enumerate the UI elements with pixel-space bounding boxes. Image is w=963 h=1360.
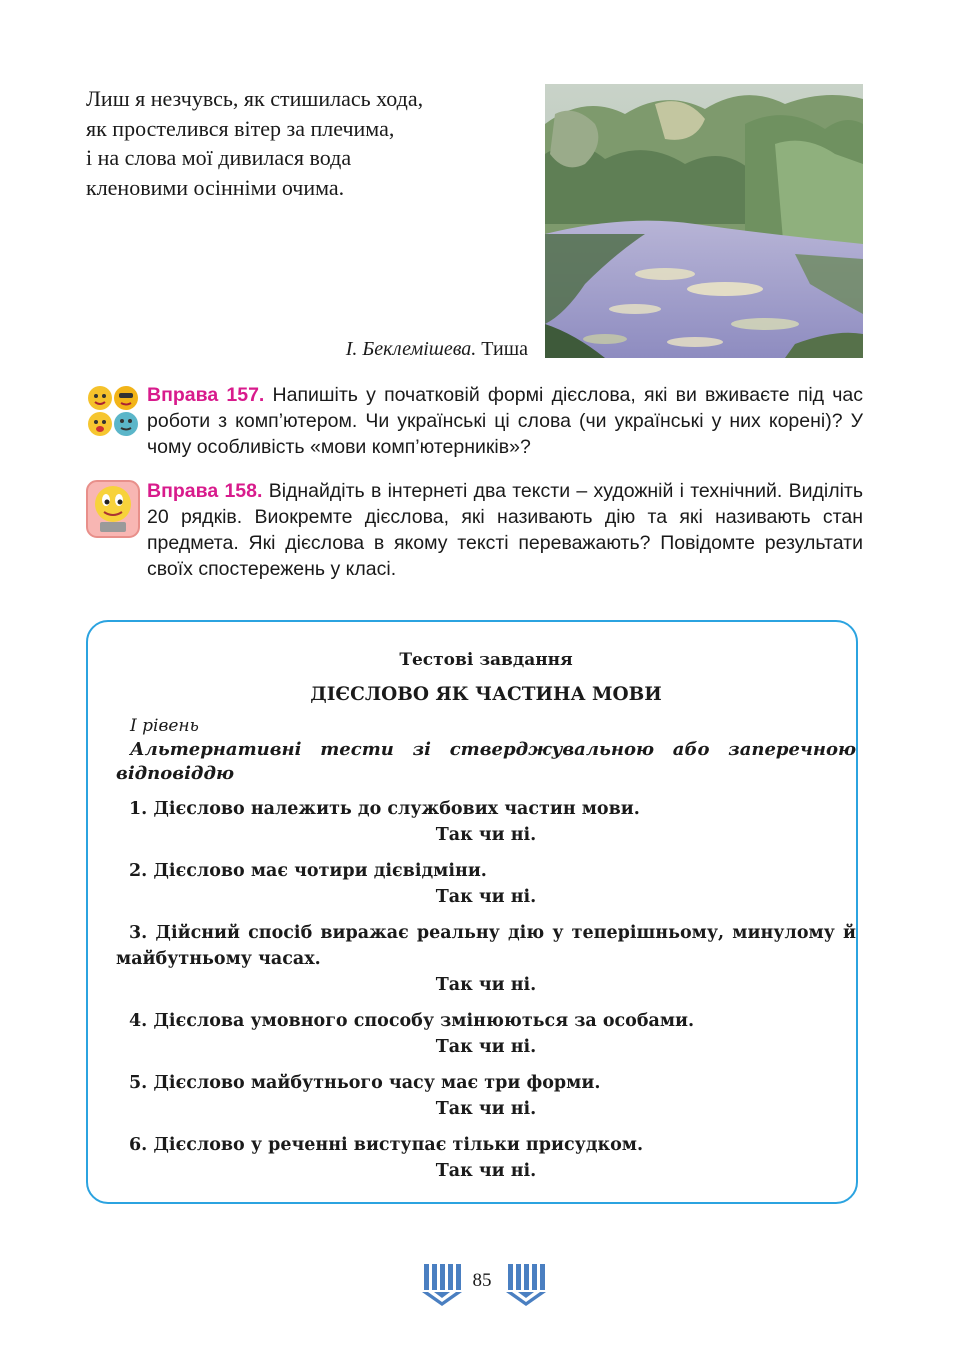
- test-answer-option: Так чи ні.: [435, 1037, 537, 1057]
- attribution-work: Тиша: [481, 338, 528, 360]
- group-smileys-icon: [86, 384, 140, 438]
- test-title: ДІЄСЛОВО ЯК ЧАСТИНА МОВИ: [310, 684, 662, 705]
- page-footer: [0, 1262, 963, 1312]
- test-level: І рівень: [130, 716, 199, 736]
- exercise-label: Вправа 157.: [147, 384, 265, 406]
- test-question: 5. Дієслово майбутнього часу має три форми.: [129, 1073, 601, 1093]
- exercise-text: [147, 382, 863, 460]
- attribution-author: І. Беклемішева.: [345, 338, 477, 360]
- poem: [86, 84, 526, 202]
- test-tasks-box: [86, 620, 858, 1204]
- exercise-158: [86, 478, 863, 582]
- exercise-task: Напишіть у початковій формі дієслова, які ви вживаєте під час роботи з комп’ютером. Чи українські ці слова (чи українські у них корені)? У чому особливість «мови комп’ютерників»?: [147, 384, 863, 458]
- exercise-157: [86, 382, 863, 460]
- test-question: 2. Дієслово має чотири дієвідміни.: [129, 861, 487, 881]
- ornament-icon: [504, 1262, 548, 1308]
- test-question: 4. Дієслова умовного способу змінюються за особами.: [129, 1011, 695, 1031]
- exercise-label: Вправа 158.: [147, 480, 263, 502]
- exercise-text: [147, 478, 863, 582]
- exercise-task: Віднайдіть в інтернеті два тексти – художній і технічний. Виділіть 20 рядків. Виокремте дієслова, які називають дію та які називають стан предмета. Які дієслова в якому тексті переважають? Повідомте результати своїх спостережень у класі.: [147, 480, 864, 580]
- poem-line: як простелився вітер за плечима,: [86, 115, 395, 141]
- test-question: 6. Дієслово у реченні виступає тільки присудком.: [129, 1135, 644, 1155]
- test-answer-option: Так чи ні.: [435, 825, 537, 845]
- ornament-icon: [420, 1262, 464, 1308]
- poem-line: кленовими осінніми очима.: [86, 174, 345, 200]
- test-question: 3. Дійсний спосіб виражає реальну дію у теперішньому, минулому й майбутньому часах.: [116, 923, 856, 969]
- test-question: 1. Дієслово належить до службових частин мови.: [129, 799, 640, 819]
- test-answer-option: Так чи ні.: [435, 975, 537, 995]
- test-answer-option: Так чи ні.: [435, 887, 537, 907]
- test-type: Альтернативні тести зі стверджувальною або заперечною відповіддю: [116, 739, 856, 784]
- smiley-with-computer-icon: [86, 480, 140, 534]
- test-heading: Тестові завдання: [399, 650, 573, 670]
- poem-line: і на слова мої дивилася вода: [86, 145, 352, 170]
- painting-illustration: [545, 84, 863, 358]
- test-answer-option: Так чи ні.: [435, 1161, 537, 1181]
- poem-line: Лиш я незчувсь, як стишилась хода,: [86, 86, 424, 111]
- poem-attribution: [346, 338, 528, 361]
- test-answer-option: Так чи ні.: [435, 1099, 537, 1119]
- page-number: 85: [472, 1270, 492, 1291]
